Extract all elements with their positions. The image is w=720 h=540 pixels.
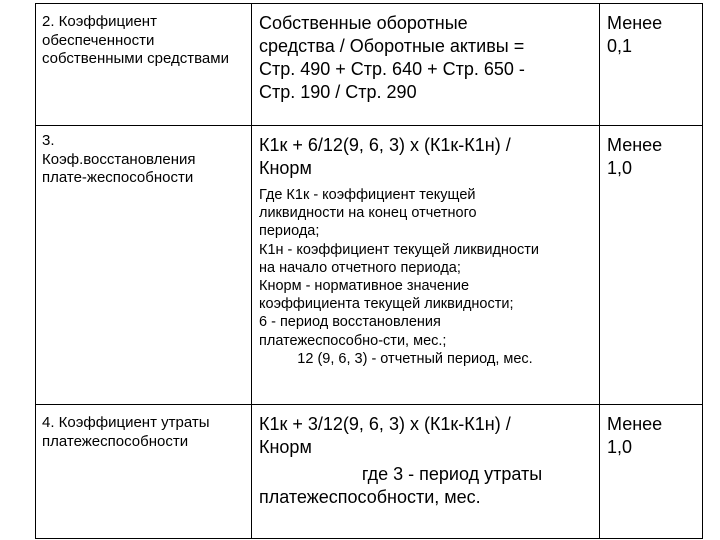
formula-cell [252,405,600,539]
formula-line: Стр. 490 + Стр. 640 + Стр. 650 - [259,59,525,79]
legend-line: ликвидности на конец отчетного [259,205,477,222]
formula-line: К1к + 6/12(9, 6, 3) х (К1к-К1н) / [259,135,511,155]
ratios-table [35,3,703,539]
indicator-name-text: 2. Коэффициент обеспеченности собственными средствами [42,13,229,67]
formula-line: Стр. 190 / Стр. 290 [259,82,417,102]
indicator-name-text: 4. Коэффициент утраты платежеспособности [42,414,210,450]
legend-line: на начало отчетного периода; [259,259,461,276]
legend-line: платежеспособно-сти, мес.; [259,332,447,349]
legend-line: коэффициента текущей ликвидности; [259,296,514,313]
formula-note-line: где 3 - период утраты [361,464,543,484]
legend-line: 6 - период восстановления [259,314,441,331]
norm-value-line: Менее [607,414,663,434]
formula-cell [252,4,600,126]
norm-value-cell [600,405,703,539]
formula-line: К1к + 3/12(9, 6, 3) х (К1к-К1н) / [259,414,511,434]
norm-value-line: 0,1 [607,36,633,56]
formula-line: Собственные оборотные [259,13,468,33]
formula-cell [252,126,600,405]
indicator-name-line: плате-жеспособности [42,169,194,186]
norm-value-line: 1,0 [607,158,633,178]
table-row [36,126,703,405]
formula-note-line: платежеспособности, мес. [259,487,481,507]
legend-line: К1н - коэффициент текущей ликвидности [259,241,539,258]
indicator-name-line: Коэф.восстановления [42,150,196,168]
legend-line: периода; [259,223,320,240]
formula-line: средства / Оборотные активы = [259,36,525,56]
indicator-name-line: 3. [42,132,55,149]
legend-line: Где К1к - коэффициент текущей [259,187,476,203]
legend-line: Кнорм - нормативное значение [259,278,470,295]
formula-line: Кнорм [259,158,312,178]
norm-value-line: Менее [607,13,663,33]
legend-line: 12 (9, 6, 3) - отчетный период, мес. [297,350,533,367]
indicator-name [36,126,252,405]
table-row [36,4,703,126]
indicator-name [36,405,252,539]
norm-value-cell [600,126,703,405]
norm-value-line: Менее [607,135,663,155]
table-row [36,405,703,539]
formula-legend [259,186,595,368]
norm-value-line: 1,0 [607,437,633,457]
indicator-name [36,4,252,126]
norm-value-cell [600,4,703,126]
formula-line: Кнорм [259,437,312,457]
